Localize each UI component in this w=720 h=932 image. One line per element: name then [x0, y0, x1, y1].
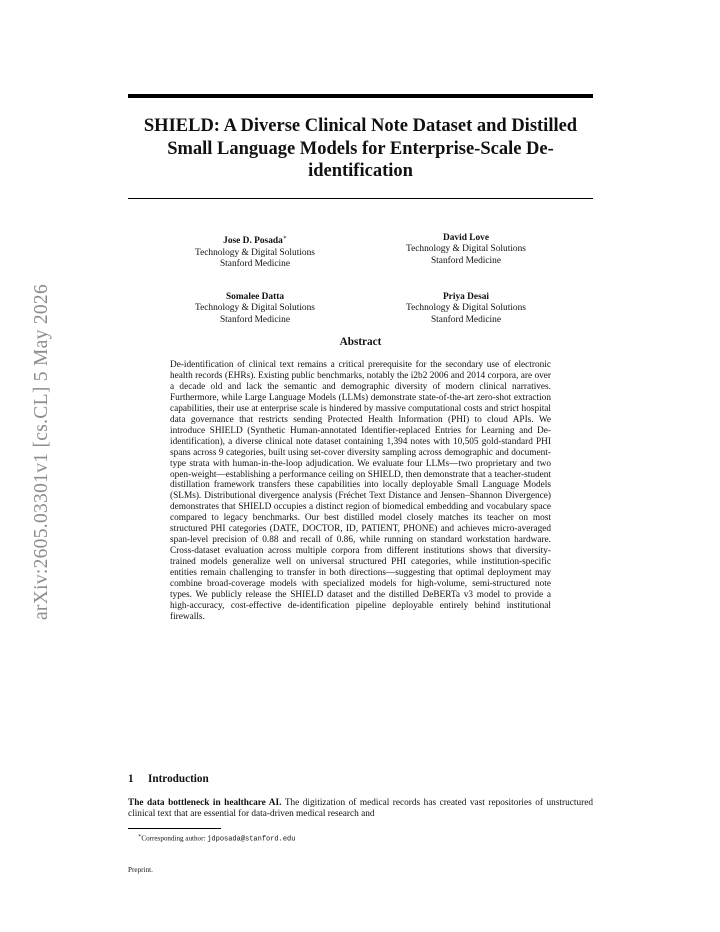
author-institution: Stanford Medicine — [219, 258, 291, 269]
author-block-2 — [366, 233, 566, 267]
footnote-label: Corresponding author: — [141, 834, 208, 843]
author-name: Somalee Datta — [225, 292, 285, 302]
footnote-rule — [128, 828, 221, 829]
corresponding-author-mark: ∗ — [282, 235, 287, 241]
author-block-4 — [366, 292, 566, 326]
author-name: Jose D. Posada∗ — [223, 235, 287, 247]
author-affiliation: Technology & Digital Solutions — [195, 303, 315, 314]
author-block-3 — [155, 292, 355, 326]
author-affiliation: Technology & Digital Solutions — [406, 244, 526, 255]
footnote — [138, 832, 295, 844]
title-top-rule — [128, 94, 593, 98]
author-institution: Stanford Medicine — [219, 314, 291, 325]
introduction-paragraph — [128, 798, 593, 820]
title-bottom-rule — [128, 198, 593, 199]
author-email-link[interactable]: jdposada@stanford.edu — [207, 835, 296, 844]
arxiv-id-text: arXiv:2605.03301v1 [cs.CL] 5 May 2026 — [31, 283, 52, 621]
author-name: David Love — [442, 233, 490, 243]
footnote-mark: ∗ — [138, 834, 142, 839]
abstract-heading: Abstract — [339, 336, 382, 348]
section-number: 1 — [128, 773, 134, 785]
paper-title: SHIELD: A Diverse Clinical Note Dataset and Distilled Small Language Models for Enterprise-Scale De-identification — [143, 116, 578, 181]
paragraph-runin-heading: The data bottleneck in healthcare AI. — [128, 798, 282, 808]
author-block-1 — [155, 233, 355, 270]
author-institution: Stanford Medicine — [430, 314, 502, 325]
abstract-text: De-identification of clinical text remains a critical prerequisite for the secondary use of electronic health records (EHRs). Existing public benchmarks, notably the i2b2 2006 and 2014 corpora, are over a decade old and lack the semantic and demographic diversity of modern clinical narratives. Furthermore, while Large Language Models (LLMs) demonstrate state-of-the-art zero-shot extraction capabilities, their use at enterprise scale is hindered by massive computational costs and strict hospital data governance that restricts sending Protected Health Information (PHI) to cloud APIs. We introduce SHIELD (Synthetic Human-annotated Identifier-replaced Entries for Learning and De-identification), a diverse clinical note dataset containing 1,394 notes with 10,505 gold-standard PHI spans across 9 categories, built using set-cover diversity sampling across demographic and document-type strata with human-in-the-loop adjudication. We evaluate four LLMs—two proprietary and two open-weight—establishing a performance ceiling on SHIELD, then demonstrate that a teacher-student distillation framework transfers these capabilities into locally deployable Small Language Models (SLMs). Distributional divergence analysis (Fréchet Text Distance and Jensen–Shannon Divergence) demonstrates that SHIELD occupies a distinct region of biomedical embedding and vocabulary space compared to legacy benchmarks. Our best distilled model closely matches its teacher on most structured PHI categories (DATE, DOCTOR, ID, PATIENT, PHONE) and achieves micro-averaged span-level precision of 0.88 and recall of 0.86, while running on standard workstation hardware. Cross-dataset evaluation across multiple corpora from different institutions shows that diversity-trained models generalize well on universal structured PHI categories, while institution-specific entities remain challenging to transfer in both directions—suggesting that optimal deployment may combine broad-coverage models with specialized models for high-volume, semi-structured note types. We publicly release the SHIELD dataset and the distilled DeBERTa v3 model to provide a high-accuracy, cost-effective de-identification pipeline deployable entirely behind institutional firewalls. — [170, 360, 551, 622]
section-title: Introduction — [148, 773, 209, 785]
section-heading-introduction — [128, 773, 209, 785]
paragraph-text: The digitization of medical records has created vast repositories of unstructured clinical text that are essential for data-driven medical research and — [128, 798, 593, 819]
preprint-label: Preprint. — [128, 866, 153, 874]
author-affiliation: Technology & Digital Solutions — [195, 247, 315, 258]
arxiv-identifier-stamp — [22, 262, 62, 642]
author-name: Priya Desai — [442, 292, 490, 302]
author-institution: Stanford Medicine — [430, 255, 502, 266]
author-affiliation: Technology & Digital Solutions — [406, 303, 526, 314]
